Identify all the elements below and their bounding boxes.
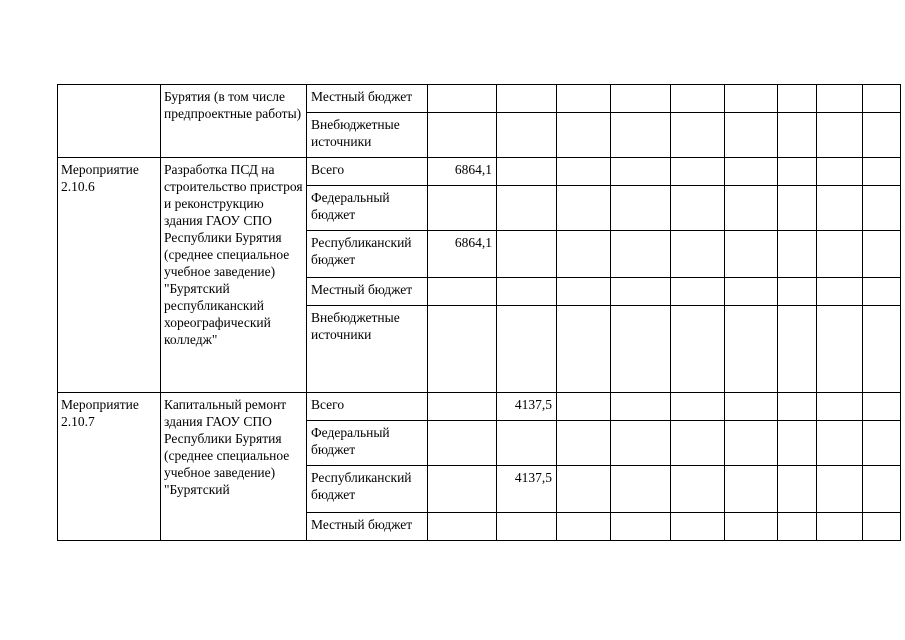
table-row xyxy=(58,158,901,186)
value-cell xyxy=(557,113,611,158)
value-cell: 6864,1 xyxy=(428,231,497,278)
funding-source-cell: Республиканский бюджет xyxy=(307,466,428,513)
funding-source-cell: Республиканский бюджет xyxy=(307,231,428,278)
value-cell xyxy=(497,158,557,186)
value-cell xyxy=(557,186,611,231)
budget-table xyxy=(57,84,901,541)
value-cell xyxy=(671,278,725,306)
description-cell: Капитальный ремонт здания ГАОУ СПО Республики Бурятия (среднее специальное учебное заведение) "Бурятский xyxy=(161,393,307,541)
funding-source-cell: Всего xyxy=(307,158,428,186)
value-cell xyxy=(611,278,671,306)
value-cell xyxy=(817,466,863,513)
value-cell xyxy=(725,466,778,513)
value-cell xyxy=(671,85,725,113)
event-cell: Мероприятие 2.10.7 xyxy=(58,393,161,541)
value-cell xyxy=(817,113,863,158)
value-cell xyxy=(671,113,725,158)
value-cell xyxy=(611,393,671,421)
funding-source-cell: Всего xyxy=(307,393,428,421)
value-cell xyxy=(778,158,817,186)
value-cell xyxy=(817,278,863,306)
value-cell xyxy=(778,278,817,306)
value-cell xyxy=(497,306,557,393)
value-cell xyxy=(863,513,901,541)
funding-source-cell: Местный бюджет xyxy=(307,85,428,113)
value-cell xyxy=(497,113,557,158)
value-cell xyxy=(778,513,817,541)
value-cell xyxy=(497,231,557,278)
value-cell xyxy=(725,421,778,466)
value-cell xyxy=(671,158,725,186)
value-cell xyxy=(778,113,817,158)
value-cell xyxy=(863,421,901,466)
value-cell xyxy=(778,85,817,113)
description-cell: Бурятия (в том числе предпроектные работы) xyxy=(161,85,307,158)
value-cell xyxy=(557,306,611,393)
value-cell xyxy=(611,421,671,466)
funding-source-cell: Федеральный бюджет xyxy=(307,421,428,466)
value-cell xyxy=(725,231,778,278)
value-cell xyxy=(428,306,497,393)
value-cell xyxy=(557,85,611,113)
value-cell xyxy=(497,421,557,466)
value-cell xyxy=(611,113,671,158)
value-cell xyxy=(863,85,901,113)
value-cell xyxy=(671,231,725,278)
value-cell xyxy=(671,421,725,466)
value-cell xyxy=(497,186,557,231)
value-cell: 6864,1 xyxy=(428,158,497,186)
value-cell xyxy=(725,306,778,393)
value-cell xyxy=(428,513,497,541)
value-cell xyxy=(428,113,497,158)
value-cell: 4137,5 xyxy=(497,466,557,513)
value-cell xyxy=(557,278,611,306)
value-cell: 4137,5 xyxy=(497,393,557,421)
value-cell xyxy=(863,158,901,186)
value-cell xyxy=(863,393,901,421)
value-cell xyxy=(611,186,671,231)
value-cell xyxy=(778,231,817,278)
value-cell xyxy=(725,278,778,306)
value-cell xyxy=(611,466,671,513)
funding-source-cell: Местный бюджет xyxy=(307,278,428,306)
value-cell xyxy=(725,85,778,113)
value-cell xyxy=(725,113,778,158)
value-cell xyxy=(671,306,725,393)
value-cell xyxy=(428,85,497,113)
value-cell xyxy=(497,278,557,306)
description-cell: Разработка ПСД на строительство пристроя и реконструкцию здания ГАОУ СПО Республики Бурятия (среднее специальное учебное заведение) "Бурятский республиканский хореографический колледж" xyxy=(161,158,307,393)
value-cell xyxy=(428,186,497,231)
value-cell xyxy=(725,513,778,541)
value-cell xyxy=(817,421,863,466)
value-cell xyxy=(671,393,725,421)
value-cell xyxy=(557,466,611,513)
value-cell xyxy=(428,421,497,466)
value-cell xyxy=(428,466,497,513)
value-cell xyxy=(428,393,497,421)
value-cell xyxy=(817,513,863,541)
value-cell xyxy=(817,158,863,186)
value-cell xyxy=(863,113,901,158)
value-cell xyxy=(863,231,901,278)
value-cell xyxy=(671,513,725,541)
value-cell xyxy=(557,513,611,541)
value-cell xyxy=(725,158,778,186)
funding-source-cell: Федеральный бюджет xyxy=(307,186,428,231)
value-cell xyxy=(817,393,863,421)
funding-source-cell: Внебюджетные источники xyxy=(307,306,428,393)
table-row xyxy=(58,393,901,421)
funding-source-cell: Местный бюджет xyxy=(307,513,428,541)
value-cell xyxy=(817,231,863,278)
value-cell xyxy=(817,186,863,231)
value-cell xyxy=(497,85,557,113)
value-cell xyxy=(611,513,671,541)
value-cell xyxy=(611,231,671,278)
value-cell xyxy=(611,158,671,186)
table-row xyxy=(58,85,901,113)
value-cell xyxy=(778,393,817,421)
value-cell xyxy=(778,466,817,513)
value-cell xyxy=(725,393,778,421)
value-cell xyxy=(863,186,901,231)
value-cell xyxy=(557,421,611,466)
value-cell xyxy=(557,158,611,186)
event-cell xyxy=(58,85,161,158)
value-cell xyxy=(778,421,817,466)
table-body xyxy=(58,85,901,541)
value-cell xyxy=(725,186,778,231)
value-cell xyxy=(671,186,725,231)
value-cell xyxy=(557,231,611,278)
value-cell xyxy=(817,306,863,393)
funding-source-cell: Внебюджетные источники xyxy=(307,113,428,158)
value-cell xyxy=(778,306,817,393)
value-cell xyxy=(863,278,901,306)
value-cell xyxy=(611,306,671,393)
value-cell xyxy=(671,466,725,513)
value-cell xyxy=(817,85,863,113)
value-cell xyxy=(611,85,671,113)
value-cell xyxy=(863,306,901,393)
event-cell: Мероприятие 2.10.6 xyxy=(58,158,161,393)
value-cell xyxy=(428,278,497,306)
value-cell xyxy=(778,186,817,231)
value-cell xyxy=(557,393,611,421)
value-cell xyxy=(497,513,557,541)
value-cell xyxy=(863,466,901,513)
